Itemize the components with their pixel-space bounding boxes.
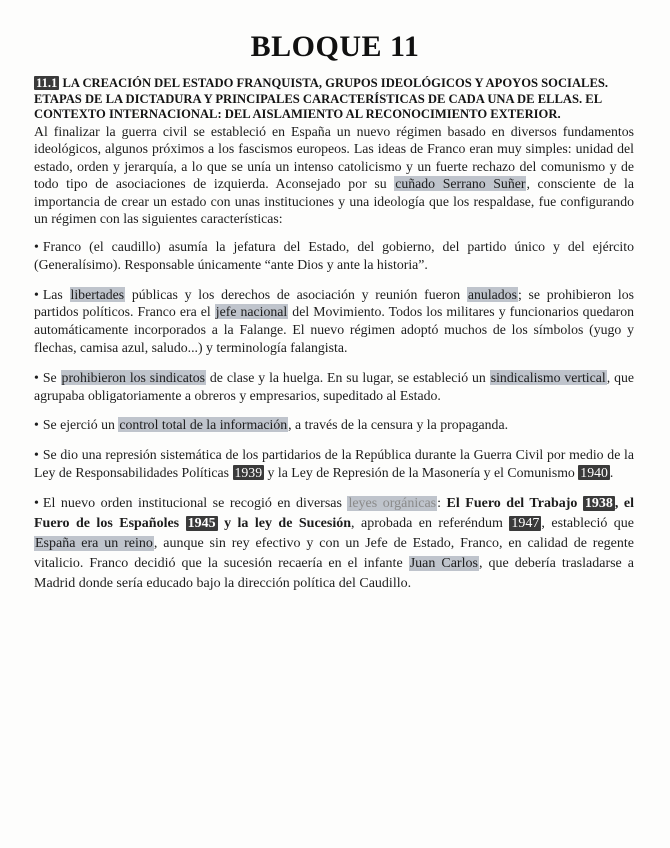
section-heading bbox=[34, 76, 634, 123]
highlight-year-1940: 1940 bbox=[580, 465, 608, 481]
bullet-sindicatos bbox=[34, 369, 634, 405]
bullet-text: y la Ley de Represión de la Masonería y el Comunismo bbox=[264, 465, 579, 481]
bullet-franco-caudillo bbox=[34, 238, 634, 274]
bold-fuero-trabajo: El Fuero del Trabajo bbox=[446, 495, 583, 511]
bullet-control-informacion bbox=[34, 416, 634, 434]
highlight-year-1947: 1947 bbox=[511, 515, 540, 531]
highlight-leyes-organicas: leyes orgánicas bbox=[348, 495, 437, 511]
bullet-dot: • bbox=[34, 495, 39, 511]
section-number: 11.1 bbox=[36, 76, 58, 90]
bullet-text: del Movimiento. Todos los militares y funcionarios quedaron automáticamente incorporados a la Falange. El nuevo régimen adoptó muchos de los símbolos (yugo y flechas, camisa azul, saludo...) y terminología falangista. bbox=[34, 304, 635, 356]
bullet-dot: • bbox=[34, 447, 39, 463]
section-heading-text: LA CREACIÓN DEL ESTADO FRANQUISTA, GRUPOS IDEOLÓGICOS Y APOYOS SOCIALES. ETAPAS DE LA DICTADURA Y PRINCIPALES CARACTERÍSTICAS DE CADA UNA DE ELLAS. EL CONTEXTO INTERNACIONAL: DEL AISLAMIENTO AL RECONOCIMIENTO EXTERIOR. bbox=[34, 76, 608, 121]
bullet-text: , que debería trasladarse a Madrid donde sería educado bajo la dirección política del Caudillo. bbox=[34, 555, 635, 591]
bullet-dot: • bbox=[34, 417, 39, 433]
highlight-sindicalismo-vertical: sindicalismo vertical bbox=[490, 369, 606, 385]
intro-text-2: , consciente de la importancia de crear un estado con unas instituciones y una ideología que los respaldase, fue configurando un régimen con las siguientes características: bbox=[34, 176, 634, 227]
bullet-text: : bbox=[437, 495, 447, 511]
bold-ley-sucesion: y la ley de Sucesión bbox=[217, 515, 352, 531]
highlight-year-1938: 1938 bbox=[584, 495, 613, 511]
intro-text-1: Al finalizar la guerra civil se estableció en España un nuevo régimen basado en diversos fundamentos ideológicos, algunos próximos a los fascismos europeos. Las ideas de Franco eran muy simples: unidad del estado, orden y jerarquía, a lo que se unía un intenso catolicismo y un fuerte rechazo del comunismo y de todo tipo de asociaciones de izquierda. Aconsejado por su bbox=[34, 123, 634, 192]
bullet-text: Se ejerció un bbox=[42, 417, 119, 433]
bullet-libertades bbox=[34, 286, 634, 357]
highlight-prohibieron-sindicatos: prohibieron los sindicatos bbox=[61, 369, 205, 385]
bullet-text: . bbox=[609, 465, 614, 481]
highlight-anulados: anulados bbox=[467, 286, 517, 302]
bullet-text: Se dio una represión sistemática de los partidarios de la República durante la Guerra Civil por medio de la Ley de Responsabilidades Políticas bbox=[34, 447, 634, 481]
highlight-espana-reino: España era un reino bbox=[35, 535, 153, 551]
bullet-text: , bbox=[614, 495, 624, 511]
bullet-text: Franco (el caudillo) asumía la jefatura del Estado, del gobierno, del partido único y del ejército (Generalísimo). Responsable únicamente “ante Dios y ante la historia”. bbox=[34, 239, 634, 272]
bullet-represion bbox=[34, 446, 634, 482]
highlight-year-1939: 1939 bbox=[234, 465, 263, 481]
highlight-juan-carlos: Juan Carlos bbox=[409, 555, 478, 571]
bullet-dot: • bbox=[34, 239, 39, 255]
bullet-text: de clase y la huelga. En su lugar, se estableció un bbox=[206, 369, 490, 385]
bullet-text: , estableció que bbox=[541, 515, 635, 531]
bullet-text: , a través de la censura y la propaganda. bbox=[288, 417, 509, 433]
bullet-orden-institucional bbox=[34, 494, 634, 594]
page-title: BLOQUE 11 bbox=[250, 30, 420, 63]
bullet-dot: • bbox=[34, 286, 39, 302]
bullet-text: públicas y los derechos de asociación y reunión fueron bbox=[125, 286, 467, 302]
bullet-text: El nuevo orden institucional se recogió en diversas bbox=[42, 495, 348, 511]
bullet-text: , aprobada en referéndum bbox=[351, 515, 510, 531]
bullet-text: ; se prohibieron los partidos políticos. Franco era el bbox=[34, 286, 634, 320]
highlight-serrano-suner: cuñado Serrano Suñer bbox=[395, 176, 526, 192]
highlight-jefe-nacional: jefe nacional bbox=[215, 304, 288, 320]
intro-paragraph bbox=[34, 123, 634, 229]
highlight-libertades: libertades bbox=[70, 286, 125, 302]
bullet-text: , que agrupaba obligatoriamente a obreros y empresarios, supeditado al Estado. bbox=[34, 369, 635, 403]
bold-fuero-espanoles: el Fuero de los Españoles bbox=[34, 495, 635, 531]
bullet-text: , aunque sin rey efectivo y con un Jefe de Estado, Franco, en calidad de regente vitalicio. Franco decidió que la sucesión recaería en el infante bbox=[34, 535, 634, 571]
highlight-control-informacion: control total de la información bbox=[119, 417, 288, 433]
bullet-dot: • bbox=[34, 369, 39, 385]
highlight-year-1945: 1945 bbox=[187, 515, 216, 531]
document-body bbox=[34, 76, 634, 606]
bullet-text: Las bbox=[42, 286, 70, 302]
bullet-text: Se bbox=[42, 369, 61, 385]
